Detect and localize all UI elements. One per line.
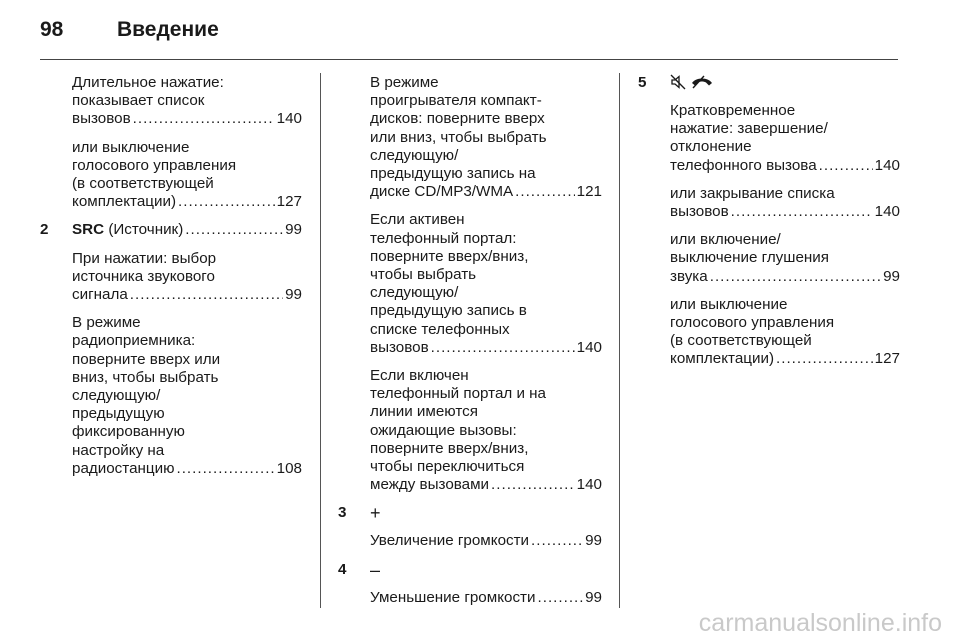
text-line: настройку на [72,441,165,459]
item-number: 4 [338,560,347,578]
text-line: или выключение [670,295,788,313]
toc-label: комплектации) [72,193,177,211]
toc-label: комплектации) [670,350,775,368]
toc-label: вызовов [370,338,429,356]
column-2 [338,74,602,617]
column-3 [638,74,900,379]
text-line: нажатие: завершение/ [670,120,828,138]
toc-entry [370,532,602,550]
text-block [370,561,602,583]
text-block [370,211,602,357]
toc-leader [515,183,575,201]
text-line: (в соответствующей [72,175,214,193]
text-line: линии имеются [370,403,478,421]
text-line: дисков: поверните вверх [370,110,545,128]
toc-leader [538,589,584,607]
page-ref[interactable]: 99 [285,286,302,304]
item-number: 2 [40,221,49,239]
continued-item [338,74,602,494]
toc-label: Увеличение громкости [370,532,530,550]
toc-leader [491,476,575,494]
header-rule [40,59,898,60]
page-ref[interactable]: 140 [276,110,302,128]
text-line: телефонный портал: [370,229,517,247]
toc-entry [72,110,302,128]
toc-entry [72,460,302,478]
page-ref[interactable]: 140 [576,338,602,356]
toc-label: радиостанцию [72,459,175,477]
text-line: поверните вверх или [72,350,221,368]
text-line: или выключение [72,138,190,156]
toc-leader [819,157,873,175]
plus-icon: + [370,503,381,524]
toc-label: звука [670,267,708,285]
page-ref[interactable]: 99 [883,267,900,285]
mute-speaker-icon [670,74,686,95]
icon-row [670,74,900,96]
toc-label: сигнала [72,286,128,304]
page-number: 98 [40,18,64,41]
item-5 [638,74,900,369]
page-ref[interactable]: 140 [874,203,900,221]
column-1 [40,74,302,488]
text-block [370,367,602,494]
column-divider [320,73,321,608]
toc-entry [670,350,900,368]
text-line: Кратковременное [670,102,796,119]
text-line: голосового управления [670,314,835,332]
toc-leader [776,350,873,368]
text-line: В режиме [370,74,439,91]
page-ref[interactable]: 99 [285,221,302,239]
toc-leader [710,268,881,286]
text-line: телефонный портал и на [370,385,547,403]
text-line: проигрывателя компакт- [370,92,542,110]
toc-label: между вызовами [370,476,490,494]
toc-leader [176,460,274,478]
text-line: Если активен [370,211,465,229]
watermark: carmanualsonline.info [698,609,942,637]
text-block [370,74,602,201]
toc-label: телефонного вызова [670,156,817,174]
text-line: списке телефонных [370,320,510,338]
toc-entry [370,589,602,607]
text-line: или закрывание списка [670,184,835,202]
toc-entry [370,183,602,201]
toc-entry [72,286,302,304]
page-ref[interactable]: 127 [874,350,900,368]
text-line: При нажатии: выбор [72,249,217,267]
minus-icon: – [370,559,381,580]
continued-item [40,74,302,211]
text-line: голосового управления [72,156,237,174]
page-ref[interactable]: 140 [576,476,602,494]
text-line: следующую/ [72,387,161,405]
page-ref[interactable]: 99 [585,532,602,550]
hang-up-phone-icon [690,74,714,95]
toc-leader [133,110,275,128]
text-line: (в соответствующей [670,332,812,350]
item-number: 3 [338,504,347,522]
text-line: ожидающие вызовы: [370,421,517,439]
text-block [370,504,602,526]
toc-label: вызовов [72,110,131,128]
toc-leader [731,203,873,221]
item-2 [40,221,302,478]
text-block [72,314,302,478]
text-line: отклонение [670,138,752,156]
toc-entry [670,268,900,286]
text-line: чтобы переключиться [370,458,525,476]
text-line: фиксированную [72,423,185,441]
toc-entry [72,221,302,239]
toc-entry [670,157,900,175]
text-block [72,139,302,212]
item-3 [338,504,602,550]
text-block [670,296,900,369]
text-line: чтобы выбрать [370,266,477,284]
text-line: или включение/ [670,231,781,249]
text-line: радиоприемника: [72,332,196,350]
toc-entry [670,203,900,221]
page-ref[interactable]: 127 [276,193,302,211]
toc-entry [72,193,302,211]
text-line: предыдущую запись на [370,165,536,183]
text-line: предыдущую [72,405,165,423]
toc-label: вызовов [670,203,729,221]
control-name: SRC [72,221,105,239]
text-line: Если включен [370,367,469,385]
page-ref[interactable]: 140 [874,156,900,174]
text-line: выключение глушения [670,249,830,267]
text-line: предыдущую запись в [370,302,527,320]
text-line: следующую/ [370,284,459,302]
toc-entry [370,476,602,494]
text-block [670,102,900,175]
text-line: вниз, чтобы выбрать [72,368,219,386]
toc-label: (Источник) [108,221,184,239]
item-4 [338,561,602,607]
text-line: источника звукового [72,267,215,285]
page-ref[interactable]: 99 [585,588,602,606]
toc-leader [431,339,575,357]
text-line: поверните вверх/вниз, [370,439,529,457]
text-line: Длительное нажатие: [72,74,224,91]
toc-leader [531,532,583,550]
toc-label: Уменьшение громкости [370,588,536,606]
toc-label: диске CD/MP3/WMA [370,183,514,201]
text-block [670,185,900,221]
page-ref[interactable]: 108 [276,459,302,477]
toc-leader [130,286,283,304]
text-line: поверните вверх/вниз, [370,247,529,265]
toc-leader [178,193,275,211]
text-line: показывает список [72,92,205,110]
text-line: В режиме [72,314,141,332]
page-title: Введение [117,18,219,41]
toc-leader [185,221,283,239]
text-block [670,231,900,286]
page-ref[interactable]: 121 [576,183,602,201]
toc-entry [370,339,602,357]
column-divider [619,73,620,608]
text-block [72,221,302,239]
item-number: 5 [638,74,647,91]
text-line: следующую/ [370,146,459,164]
text-block [72,74,302,129]
text-block [72,250,302,305]
text-line: или вниз, чтобы выбрать [370,128,547,146]
